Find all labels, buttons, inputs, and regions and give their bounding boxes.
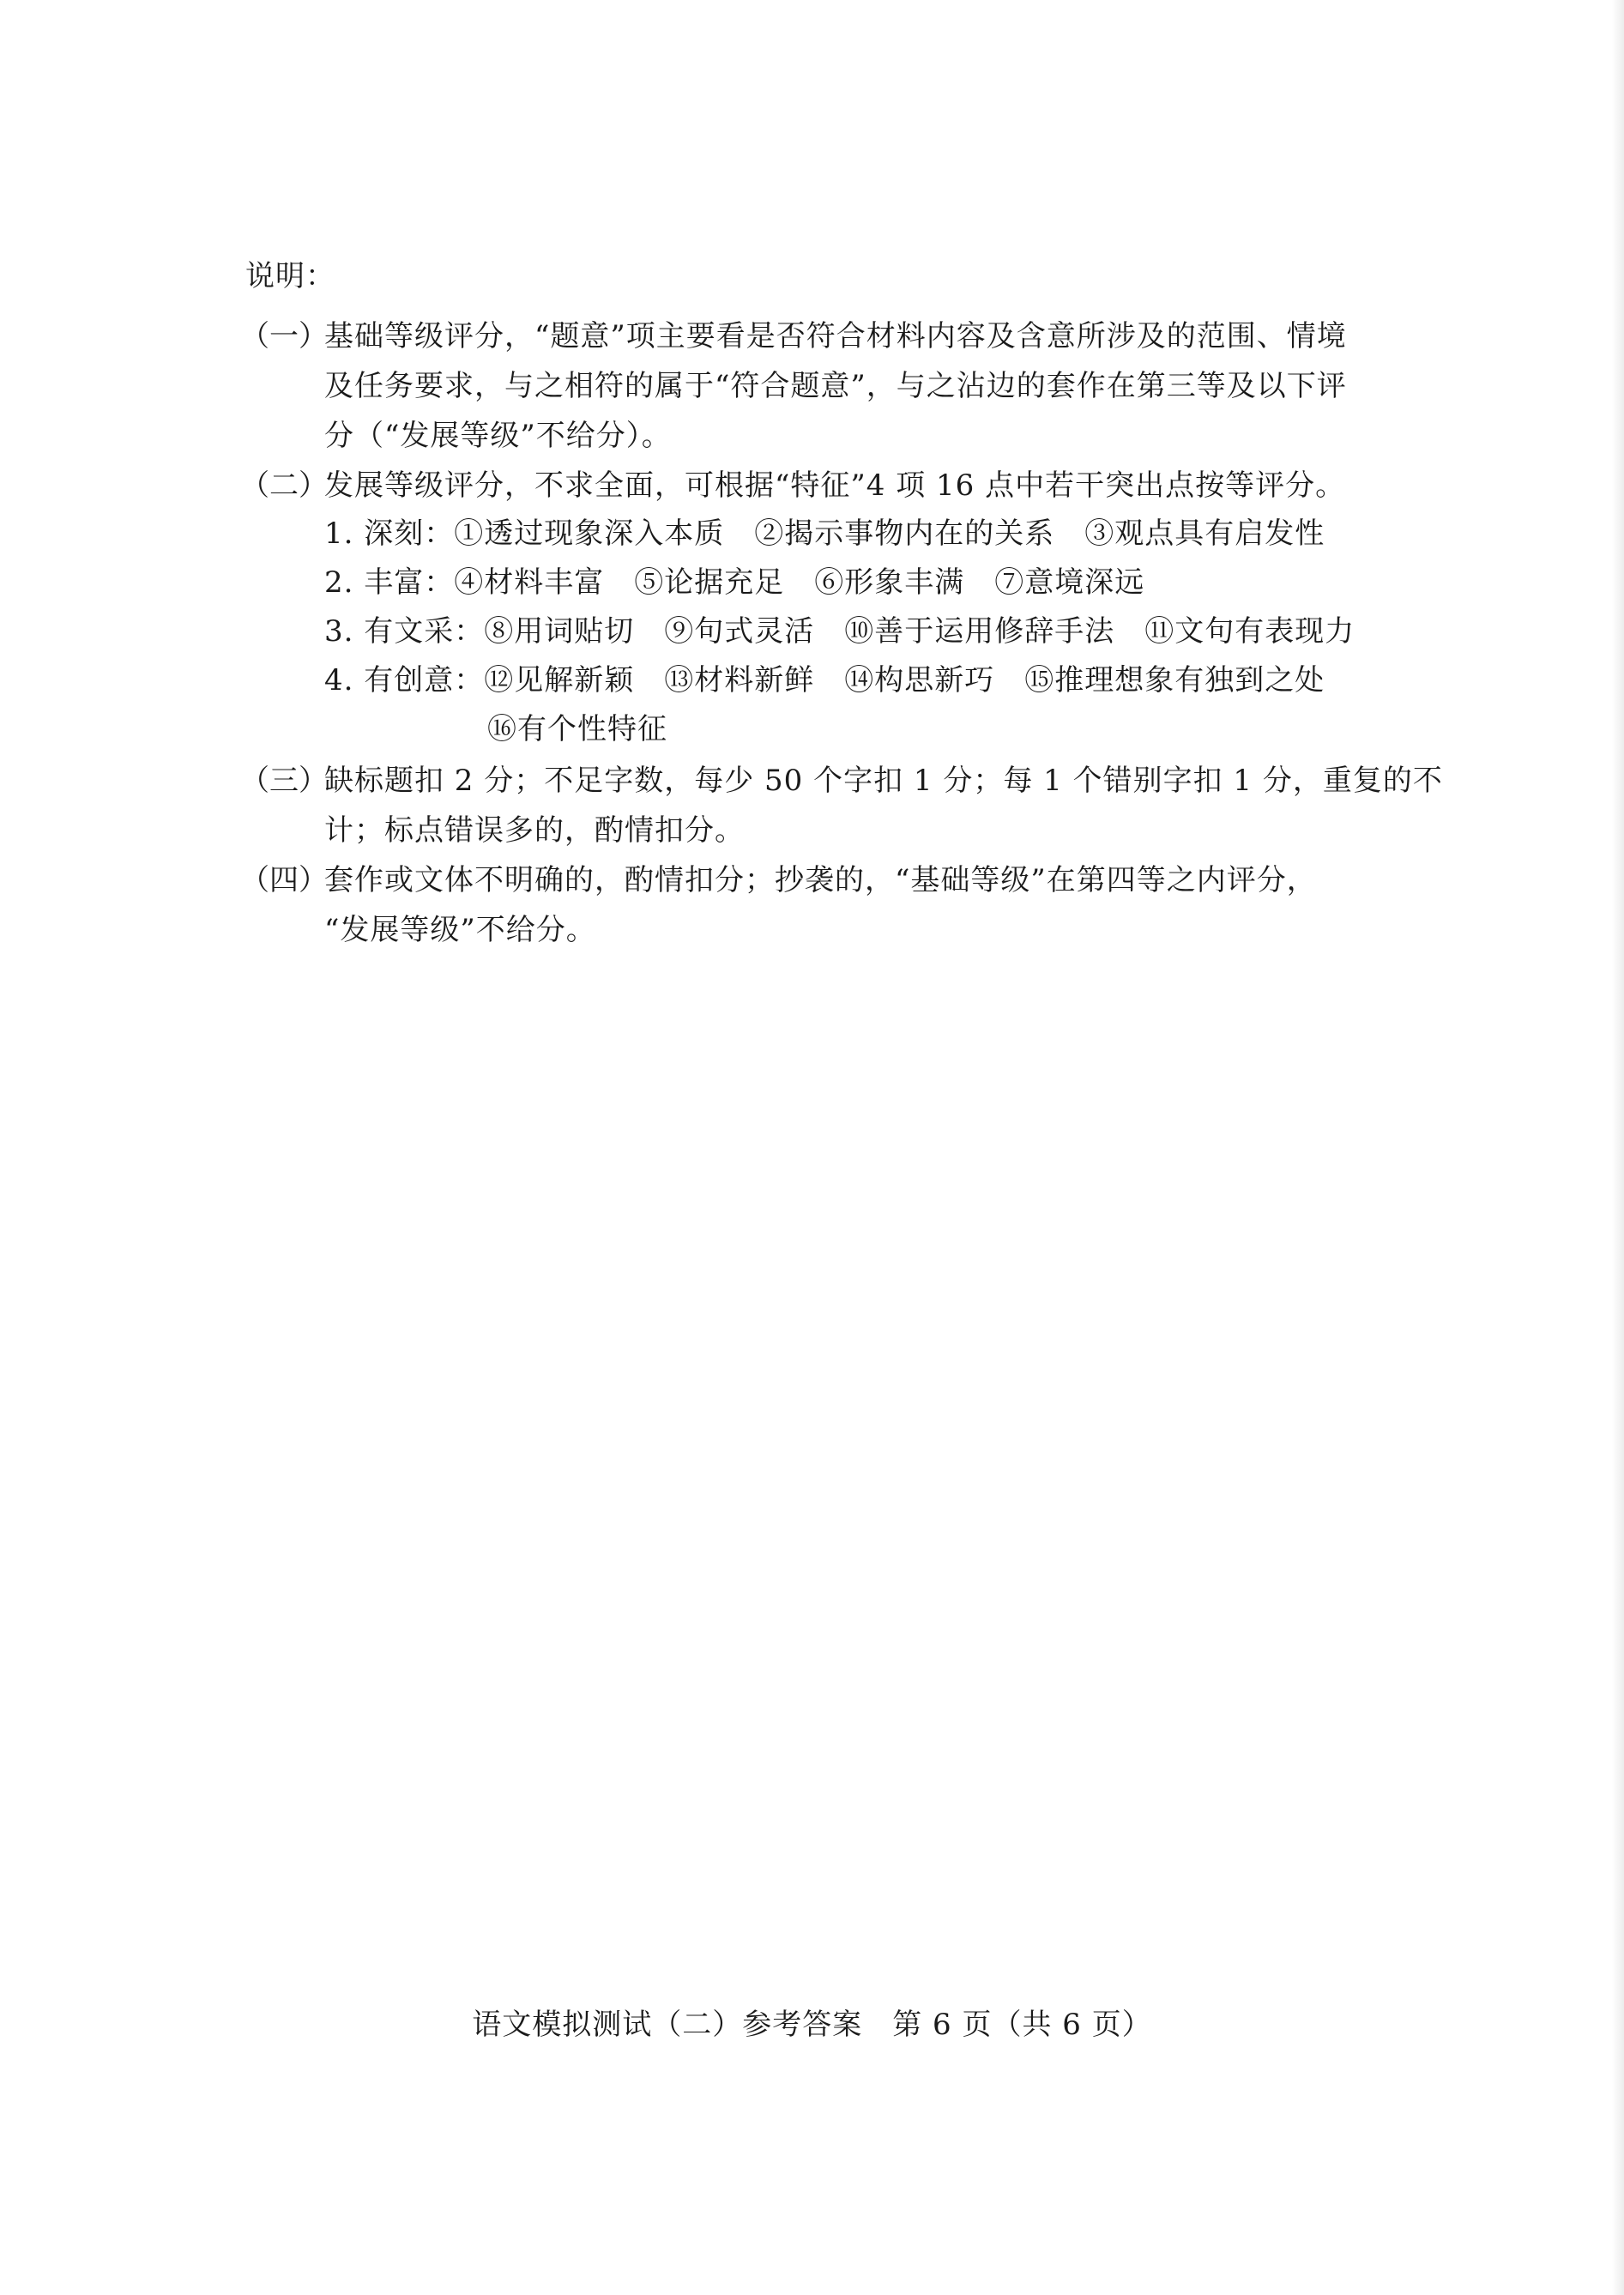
- item-1-line-1: 基础等级评分，“题意”项主要看是否符合材料内容及含意所涉及的范围、情境: [324, 319, 1347, 353]
- item-4-line-1: 套作或文体不明确的，酌情扣分；抄袭的，“基础等级”在第四等之内评分，: [324, 863, 1317, 897]
- item-4-label: （四）: [240, 863, 328, 897]
- item-2-line-1: 发展等级评分，不求全面，可根据“特征”4 项 16 点中若干突出点按等评分。: [324, 468, 1346, 503]
- item-3-label: （三）: [240, 764, 328, 798]
- criteria-rich: 2. 丰富：④材料丰富 ⑤论据充足 ⑥形象丰满 ⑦意境深远: [324, 565, 1145, 600]
- item-4-line-2: “发展等级”不给分。: [324, 913, 596, 947]
- notes-heading: 说明：: [245, 259, 335, 293]
- criteria-literary: 3. 有文采：⑧用词贴切 ⑨句式灵活 ⑩善于运用修辞手法 ⑪文句有表现力: [324, 614, 1355, 649]
- page-footer: 语文模拟测试（二）参考答案 第 6 页（共 6 页）: [472, 2008, 1152, 2042]
- page-edge-shadow: [1612, 0, 1624, 2295]
- criteria-creative: 4. 有创意：⑫见解新颖 ⑬材料新鲜 ⑭构思新巧 ⑮推理想象有独到之处: [324, 663, 1325, 698]
- item-1-line-3: 分（“发展等级”不给分）。: [324, 419, 672, 453]
- item-2-label: （二）: [240, 468, 328, 503]
- criteria-creative-cont: ⑯有个性特征: [487, 712, 667, 746]
- item-3-line-2: 计；标点错误多的，酌情扣分。: [324, 813, 745, 848]
- item-1-line-2: 及任务要求，与之相符的属于“符合题意”，与之沾边的套作在第三等及以下评: [324, 369, 1347, 403]
- item-3-line-1: 缺标题扣 2 分；不足字数，每少 50 个字扣 1 分；每 1 个错别字扣 1 分，重复的不: [324, 764, 1443, 798]
- criteria-deep: 1. 深刻：①透过现象深入本质 ②揭示事物内在的关系 ③观点具有启发性: [324, 516, 1325, 551]
- item-1-label: （一）: [240, 319, 328, 353]
